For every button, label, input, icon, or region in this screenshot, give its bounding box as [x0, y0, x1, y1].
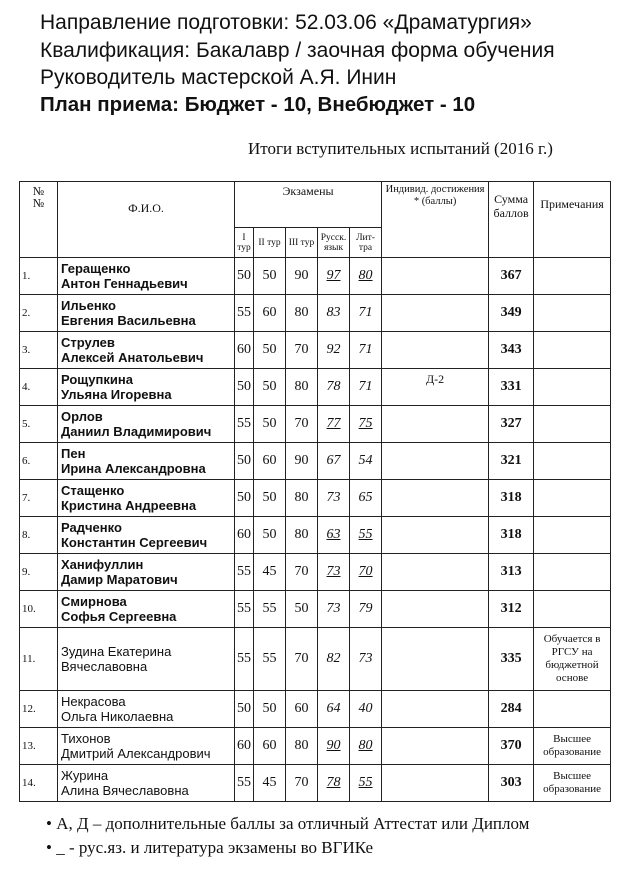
- score-tour-1: 55: [235, 554, 254, 591]
- score-tour-3: 80: [286, 517, 318, 554]
- individual-achievements: [382, 443, 489, 480]
- score-literature: 71: [350, 295, 382, 332]
- col-header-fio: Ф.И.О.: [58, 182, 235, 258]
- individual-achievements: [382, 517, 489, 554]
- total-score: 367: [489, 258, 534, 295]
- score-literature-value: 80: [358, 738, 373, 753]
- score-russian: [318, 554, 350, 591]
- score-tour-1: 60: [235, 332, 254, 369]
- qualification: Квалификация: Бакалавр / заочная форма обучения: [40, 39, 555, 62]
- col-header-num: № №: [20, 182, 58, 258]
- notes: [534, 591, 611, 628]
- row-number: 13.: [20, 728, 58, 765]
- table-row: [20, 517, 611, 554]
- applicant-name: Ильенко Евгения Васильевна: [58, 295, 235, 332]
- total-score: 331: [489, 369, 534, 406]
- table-row: [20, 406, 611, 443]
- individual-achievements: [382, 406, 489, 443]
- score-russian: 83: [318, 295, 350, 332]
- score-russian: 73: [318, 591, 350, 628]
- score-tour-2: 60: [254, 295, 286, 332]
- table-row: [20, 443, 611, 480]
- individual-achievements: [382, 728, 489, 765]
- row-number: 10.: [20, 591, 58, 628]
- score-tour-3: 90: [286, 443, 318, 480]
- total-score: 318: [489, 480, 534, 517]
- individual-achievements: [382, 554, 489, 591]
- subheader-tour-3: III тур: [286, 228, 318, 258]
- applicant-name: Геращенко Антон Геннадьевич: [58, 258, 235, 295]
- score-tour-3: 80: [286, 480, 318, 517]
- score-tour-2: 50: [254, 258, 286, 295]
- table-row: [20, 628, 611, 691]
- table-row: [20, 480, 611, 517]
- row-number: 3.: [20, 332, 58, 369]
- individual-achievements: [382, 295, 489, 332]
- individual-achievements: [382, 628, 489, 691]
- score-literature: 73: [350, 628, 382, 691]
- score-russian-value: 73: [326, 564, 341, 579]
- score-tour-1: 55: [235, 765, 254, 802]
- footnote-vgik: • _ - рус.яз. и литература экзамены во ВГИКе: [46, 838, 373, 857]
- individual-achievements: [382, 480, 489, 517]
- score-tour-2: 50: [254, 369, 286, 406]
- score-tour-1: 50: [235, 480, 254, 517]
- col-header-exams: Экзамены: [235, 182, 382, 228]
- applicant-name: Тихонов Дмитрий Александрович: [58, 728, 235, 765]
- score-tour-1: 60: [235, 517, 254, 554]
- score-tour-1: 55: [235, 295, 254, 332]
- score-russian: 64: [318, 691, 350, 728]
- score-literature: [350, 406, 382, 443]
- score-russian: [318, 406, 350, 443]
- col-header-achievements: Индивид. достижения * (баллы): [382, 182, 489, 258]
- applicant-name: Зудина Екатерина Вячеславовна: [58, 628, 235, 691]
- score-russian: 73: [318, 480, 350, 517]
- score-russian-value: 90: [326, 738, 341, 753]
- individual-achievements: [382, 591, 489, 628]
- individual-achievements: [382, 258, 489, 295]
- row-number: 6.: [20, 443, 58, 480]
- table-row: [20, 258, 611, 295]
- individual-achievements: Д-2: [382, 369, 489, 406]
- score-tour-1: 50: [235, 443, 254, 480]
- score-literature: 71: [350, 332, 382, 369]
- total-score: 327: [489, 406, 534, 443]
- footnote-bonus: • А, Д – дополнительные баллы за отличный Аттестат или Диплом: [46, 814, 530, 833]
- header-row: [20, 182, 611, 228]
- notes: [534, 554, 611, 591]
- notes: [534, 406, 611, 443]
- score-tour-2: 45: [254, 554, 286, 591]
- score-tour-2: 50: [254, 517, 286, 554]
- score-russian: [318, 258, 350, 295]
- individual-achievements: [382, 691, 489, 728]
- score-tour-2: 50: [254, 332, 286, 369]
- score-russian: [318, 728, 350, 765]
- row-number: 1.: [20, 258, 58, 295]
- row-number: 9.: [20, 554, 58, 591]
- score-tour-1: 55: [235, 591, 254, 628]
- score-russian: [318, 517, 350, 554]
- score-tour-3: 80: [286, 295, 318, 332]
- notes: [534, 517, 611, 554]
- footnote-bonus-text: А, Д – дополнительные баллы за отличный Аттестат или Диплом: [56, 814, 530, 833]
- score-literature: [350, 728, 382, 765]
- applicant-name: Смирнова Софья Сергеевна: [58, 591, 235, 628]
- score-tour-3: 70: [286, 332, 318, 369]
- score-russian-value: 78: [326, 775, 341, 790]
- score-tour-2: 60: [254, 728, 286, 765]
- score-literature-value: 75: [358, 416, 373, 431]
- score-literature-value: 70: [358, 564, 373, 579]
- score-russian: 92: [318, 332, 350, 369]
- score-literature: [350, 258, 382, 295]
- col-header-notes: Примечания: [534, 182, 611, 258]
- score-literature-value: 80: [358, 268, 373, 283]
- score-literature: [350, 517, 382, 554]
- notes: Высшее образование: [534, 765, 611, 802]
- score-literature: [350, 554, 382, 591]
- applicant-name: Стащенко Кристина Андреевна: [58, 480, 235, 517]
- score-tour-2: 55: [254, 628, 286, 691]
- applicant-name: Ханифуллин Дамир Маратович: [58, 554, 235, 591]
- notes: [534, 332, 611, 369]
- table-row: [20, 332, 611, 369]
- score-tour-2: 60: [254, 443, 286, 480]
- notes: [534, 443, 611, 480]
- row-number: 4.: [20, 369, 58, 406]
- total-score: 284: [489, 691, 534, 728]
- score-tour-3: 80: [286, 728, 318, 765]
- table-row: [20, 554, 611, 591]
- table-row: [20, 369, 611, 406]
- subheader-tour-1: I тур: [235, 228, 254, 258]
- score-tour-1: 60: [235, 728, 254, 765]
- applicant-name: Радченко Константин Сергеевич: [58, 517, 235, 554]
- notes: [534, 480, 611, 517]
- individual-achievements: [382, 332, 489, 369]
- applicant-name: Рощупкина Ульяна Игоревна: [58, 369, 235, 406]
- notes: Обучается в РГСУ на бюджетной основе: [534, 628, 611, 691]
- score-tour-3: 70: [286, 554, 318, 591]
- notes: [534, 369, 611, 406]
- subheader-russian: Русск. язык: [318, 228, 350, 258]
- score-literature: 71: [350, 369, 382, 406]
- workshop-leader: Руководитель мастерской А.Я. Инин: [40, 66, 397, 89]
- row-number: 12.: [20, 691, 58, 728]
- notes: Высшее образование: [534, 728, 611, 765]
- notes: [534, 295, 611, 332]
- table-row: [20, 591, 611, 628]
- score-russian: 67: [318, 443, 350, 480]
- score-tour-2: 50: [254, 480, 286, 517]
- row-number: 5.: [20, 406, 58, 443]
- score-literature: 65: [350, 480, 382, 517]
- applicant-name: Орлов Даниил Владимирович: [58, 406, 235, 443]
- row-number: 2.: [20, 295, 58, 332]
- score-literature: 54: [350, 443, 382, 480]
- applicant-name: Пен Ирина Александровна: [58, 443, 235, 480]
- score-tour-2: 50: [254, 406, 286, 443]
- footnote-vgik-text: _ - рус.яз. и литература экзамены во ВГИКе: [56, 838, 373, 857]
- score-literature-value: 55: [358, 527, 373, 542]
- score-russian: 78: [318, 369, 350, 406]
- score-tour-3: 70: [286, 765, 318, 802]
- total-score: 370: [489, 728, 534, 765]
- subheader-literature: Лит-тра: [350, 228, 382, 258]
- total-score: 321: [489, 443, 534, 480]
- table-row: [20, 728, 611, 765]
- score-tour-3: 70: [286, 628, 318, 691]
- score-tour-3: 60: [286, 691, 318, 728]
- row-number: 7.: [20, 480, 58, 517]
- row-number: 14.: [20, 765, 58, 802]
- total-score: 313: [489, 554, 534, 591]
- score-tour-1: 50: [235, 258, 254, 295]
- score-tour-2: 45: [254, 765, 286, 802]
- total-score: 318: [489, 517, 534, 554]
- score-tour-3: 70: [286, 406, 318, 443]
- individual-achievements: [382, 765, 489, 802]
- applicant-name: Струлев Алексей Анатольевич: [58, 332, 235, 369]
- results-subtitle: Итоги вступительных испытаний (2016 г.): [248, 139, 553, 158]
- table-row: [20, 691, 611, 728]
- notes: [534, 258, 611, 295]
- total-score: 312: [489, 591, 534, 628]
- subheader-tour-2: II тур: [254, 228, 286, 258]
- score-tour-2: 55: [254, 591, 286, 628]
- score-russian-value: 77: [326, 416, 341, 431]
- total-score: 343: [489, 332, 534, 369]
- score-literature: 79: [350, 591, 382, 628]
- score-russian-value: 63: [326, 527, 341, 542]
- score-russian: [318, 765, 350, 802]
- total-score: 335: [489, 628, 534, 691]
- program-direction: Направление подготовки: 52.03.06 «Драматургия»: [40, 11, 532, 34]
- total-score: 349: [489, 295, 534, 332]
- score-literature: 40: [350, 691, 382, 728]
- row-number: 8.: [20, 517, 58, 554]
- admission-plan: План приема: Бюджет - 10, Внебюджет - 10: [40, 93, 476, 116]
- score-tour-1: 55: [235, 628, 254, 691]
- score-literature-value: 55: [358, 775, 373, 790]
- row-number: 11.: [20, 628, 58, 691]
- applicant-name: Журина Алина Вячеславовна: [58, 765, 235, 802]
- col-header-sum: Сумма баллов: [489, 182, 534, 258]
- score-tour-2: 50: [254, 691, 286, 728]
- total-score: 303: [489, 765, 534, 802]
- score-literature: [350, 765, 382, 802]
- score-tour-1: 55: [235, 406, 254, 443]
- score-tour-1: 50: [235, 691, 254, 728]
- notes: [534, 691, 611, 728]
- score-tour-3: 80: [286, 369, 318, 406]
- score-tour-1: 50: [235, 369, 254, 406]
- score-tour-3: 50: [286, 591, 318, 628]
- results-table: [19, 181, 611, 802]
- score-russian-value: 97: [326, 268, 341, 283]
- table-row: [20, 765, 611, 802]
- applicant-name: Некрасова Ольга Николаевна: [58, 691, 235, 728]
- table-row: [20, 295, 611, 332]
- score-tour-3: 90: [286, 258, 318, 295]
- score-russian: 82: [318, 628, 350, 691]
